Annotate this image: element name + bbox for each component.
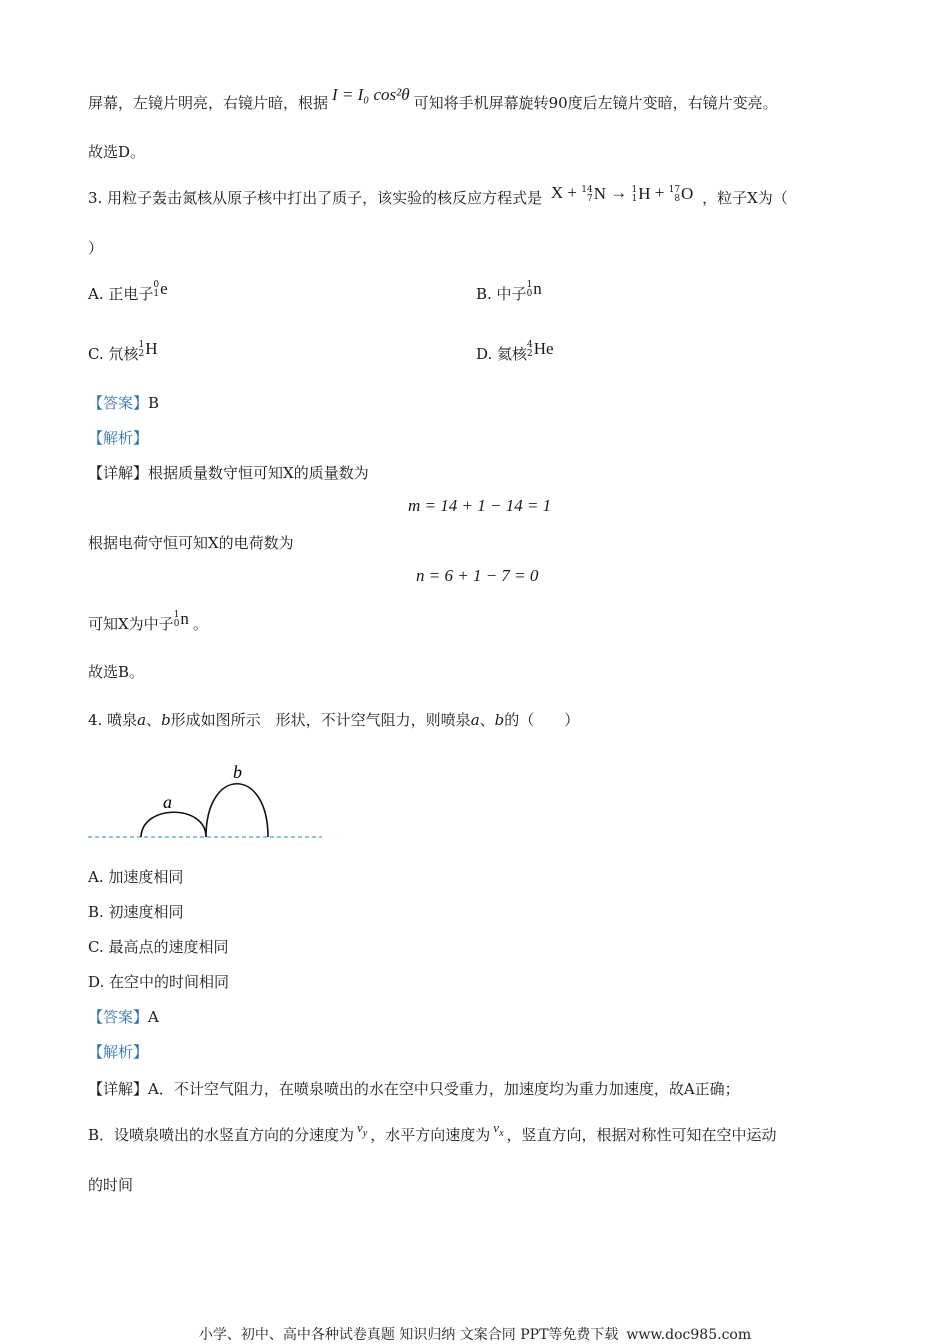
vx-symbol: $v_x$ bbox=[493, 1120, 504, 1139]
answer-4: 【答案】A bbox=[88, 1008, 159, 1026]
oxygen-nuclide: 17 8 O bbox=[668, 184, 694, 204]
detail-4b-cont: 的时间 bbox=[88, 1176, 134, 1194]
conclusion-3: 故选B。 bbox=[88, 663, 145, 681]
equation-n: n = 6 + 1 − 7 = 0 bbox=[416, 566, 539, 585]
option-4c: C. 最高点的速度相同 bbox=[88, 938, 229, 956]
option-4d: D. 在空中的时间相同 bbox=[88, 973, 230, 991]
detail-3-line3: 可知X为中子 1 0 n 。 bbox=[88, 609, 208, 633]
deuteron-symbol: 1 2 H bbox=[138, 339, 158, 359]
answer-3: 【答案】B bbox=[88, 394, 160, 412]
detail-4b: B．设喷泉喷出的水竖直方向的分速度为 $v_y$ ，水平方向速度为 $v_x$ ，竖直方向，根据对称性可知在空中运动 bbox=[88, 1120, 777, 1144]
neutron-symbol: 1 0 n bbox=[526, 279, 542, 299]
helium-symbol: 4 2 He bbox=[527, 339, 554, 359]
hydrogen-nuclide: 1 1 H bbox=[631, 184, 651, 204]
page-footer bbox=[0, 1324, 950, 1344]
vy-symbol: $v_y$ bbox=[357, 1120, 368, 1139]
option-3a: A. 正电子 0 1 e bbox=[88, 279, 168, 303]
equation-m: m = 14 + 1 − 14 = 1 bbox=[408, 496, 552, 515]
footer-text: 小学、初中、高中各种试卷真题 知识归纳 文案合同 PPT等免费下载 bbox=[198, 1327, 619, 1343]
fountain-a-arc bbox=[141, 812, 206, 837]
option-3b: B. 中子 1 0 n bbox=[476, 279, 542, 303]
question-3-stem: 3. 用粒子轰击氮核从原子核中打出了质子，该实验的核反应方程式是 X + 14 7 N → 1 1 H + 17 8 O ，粒子X为（ bbox=[88, 183, 788, 207]
nitrogen-nuclide: 14 7 N bbox=[581, 184, 606, 204]
option-4a: A. 加速度相同 bbox=[88, 868, 184, 886]
analysis-3-tag: 【解析】 bbox=[88, 429, 149, 447]
question-4-stem: 4. 喷泉a、b形成如图所示 形状，不计空气阻力，则喷泉a、b的（ ） bbox=[88, 711, 580, 729]
nuclear-equation: X + 14 7 N → 1 1 H + 17 8 O bbox=[550, 183, 694, 204]
detail-3-line1: 【详解】根据质量数守恒可知X的质量数为 bbox=[88, 464, 369, 482]
conclusion-1: 故选D。 bbox=[88, 143, 146, 161]
neutron-symbol-2: 1 0 n bbox=[173, 609, 189, 629]
footer-url[interactable]: www.doc985.com bbox=[626, 1327, 752, 1343]
question-3-close: ） bbox=[88, 239, 104, 257]
option-4b: B. 初速度相同 bbox=[88, 903, 184, 921]
positron-symbol: 0 1 e bbox=[153, 279, 168, 299]
analysis-4-tag: 【解析】 bbox=[88, 1043, 149, 1061]
detail-4a: 【详解】A．不计空气阻力，在喷泉喷出的水在空中只受重力，加速度均为重力加速度，故A正确； bbox=[88, 1080, 740, 1098]
label-a: a bbox=[163, 792, 172, 812]
option-3c: C. 氘核 1 2 H bbox=[88, 339, 158, 363]
label-b: b bbox=[233, 762, 242, 782]
detail-3-line2: 根据电荷守恒可知X的电荷数为 bbox=[88, 534, 294, 552]
paragraph-intro: 屏幕，左镜片明亮，右镜片暗，根据 I = I₀ cos²θ 可知将手机屏幕旋转90度后左镜片变暗，右镜片变亮。 bbox=[88, 85, 778, 112]
fountain-b-arc bbox=[206, 784, 268, 837]
fountain-figure bbox=[86, 756, 326, 846]
option-3d: D. 氦核 4 2 He bbox=[476, 339, 554, 363]
malus-formula: I = I₀ cos²θ bbox=[332, 85, 410, 104]
